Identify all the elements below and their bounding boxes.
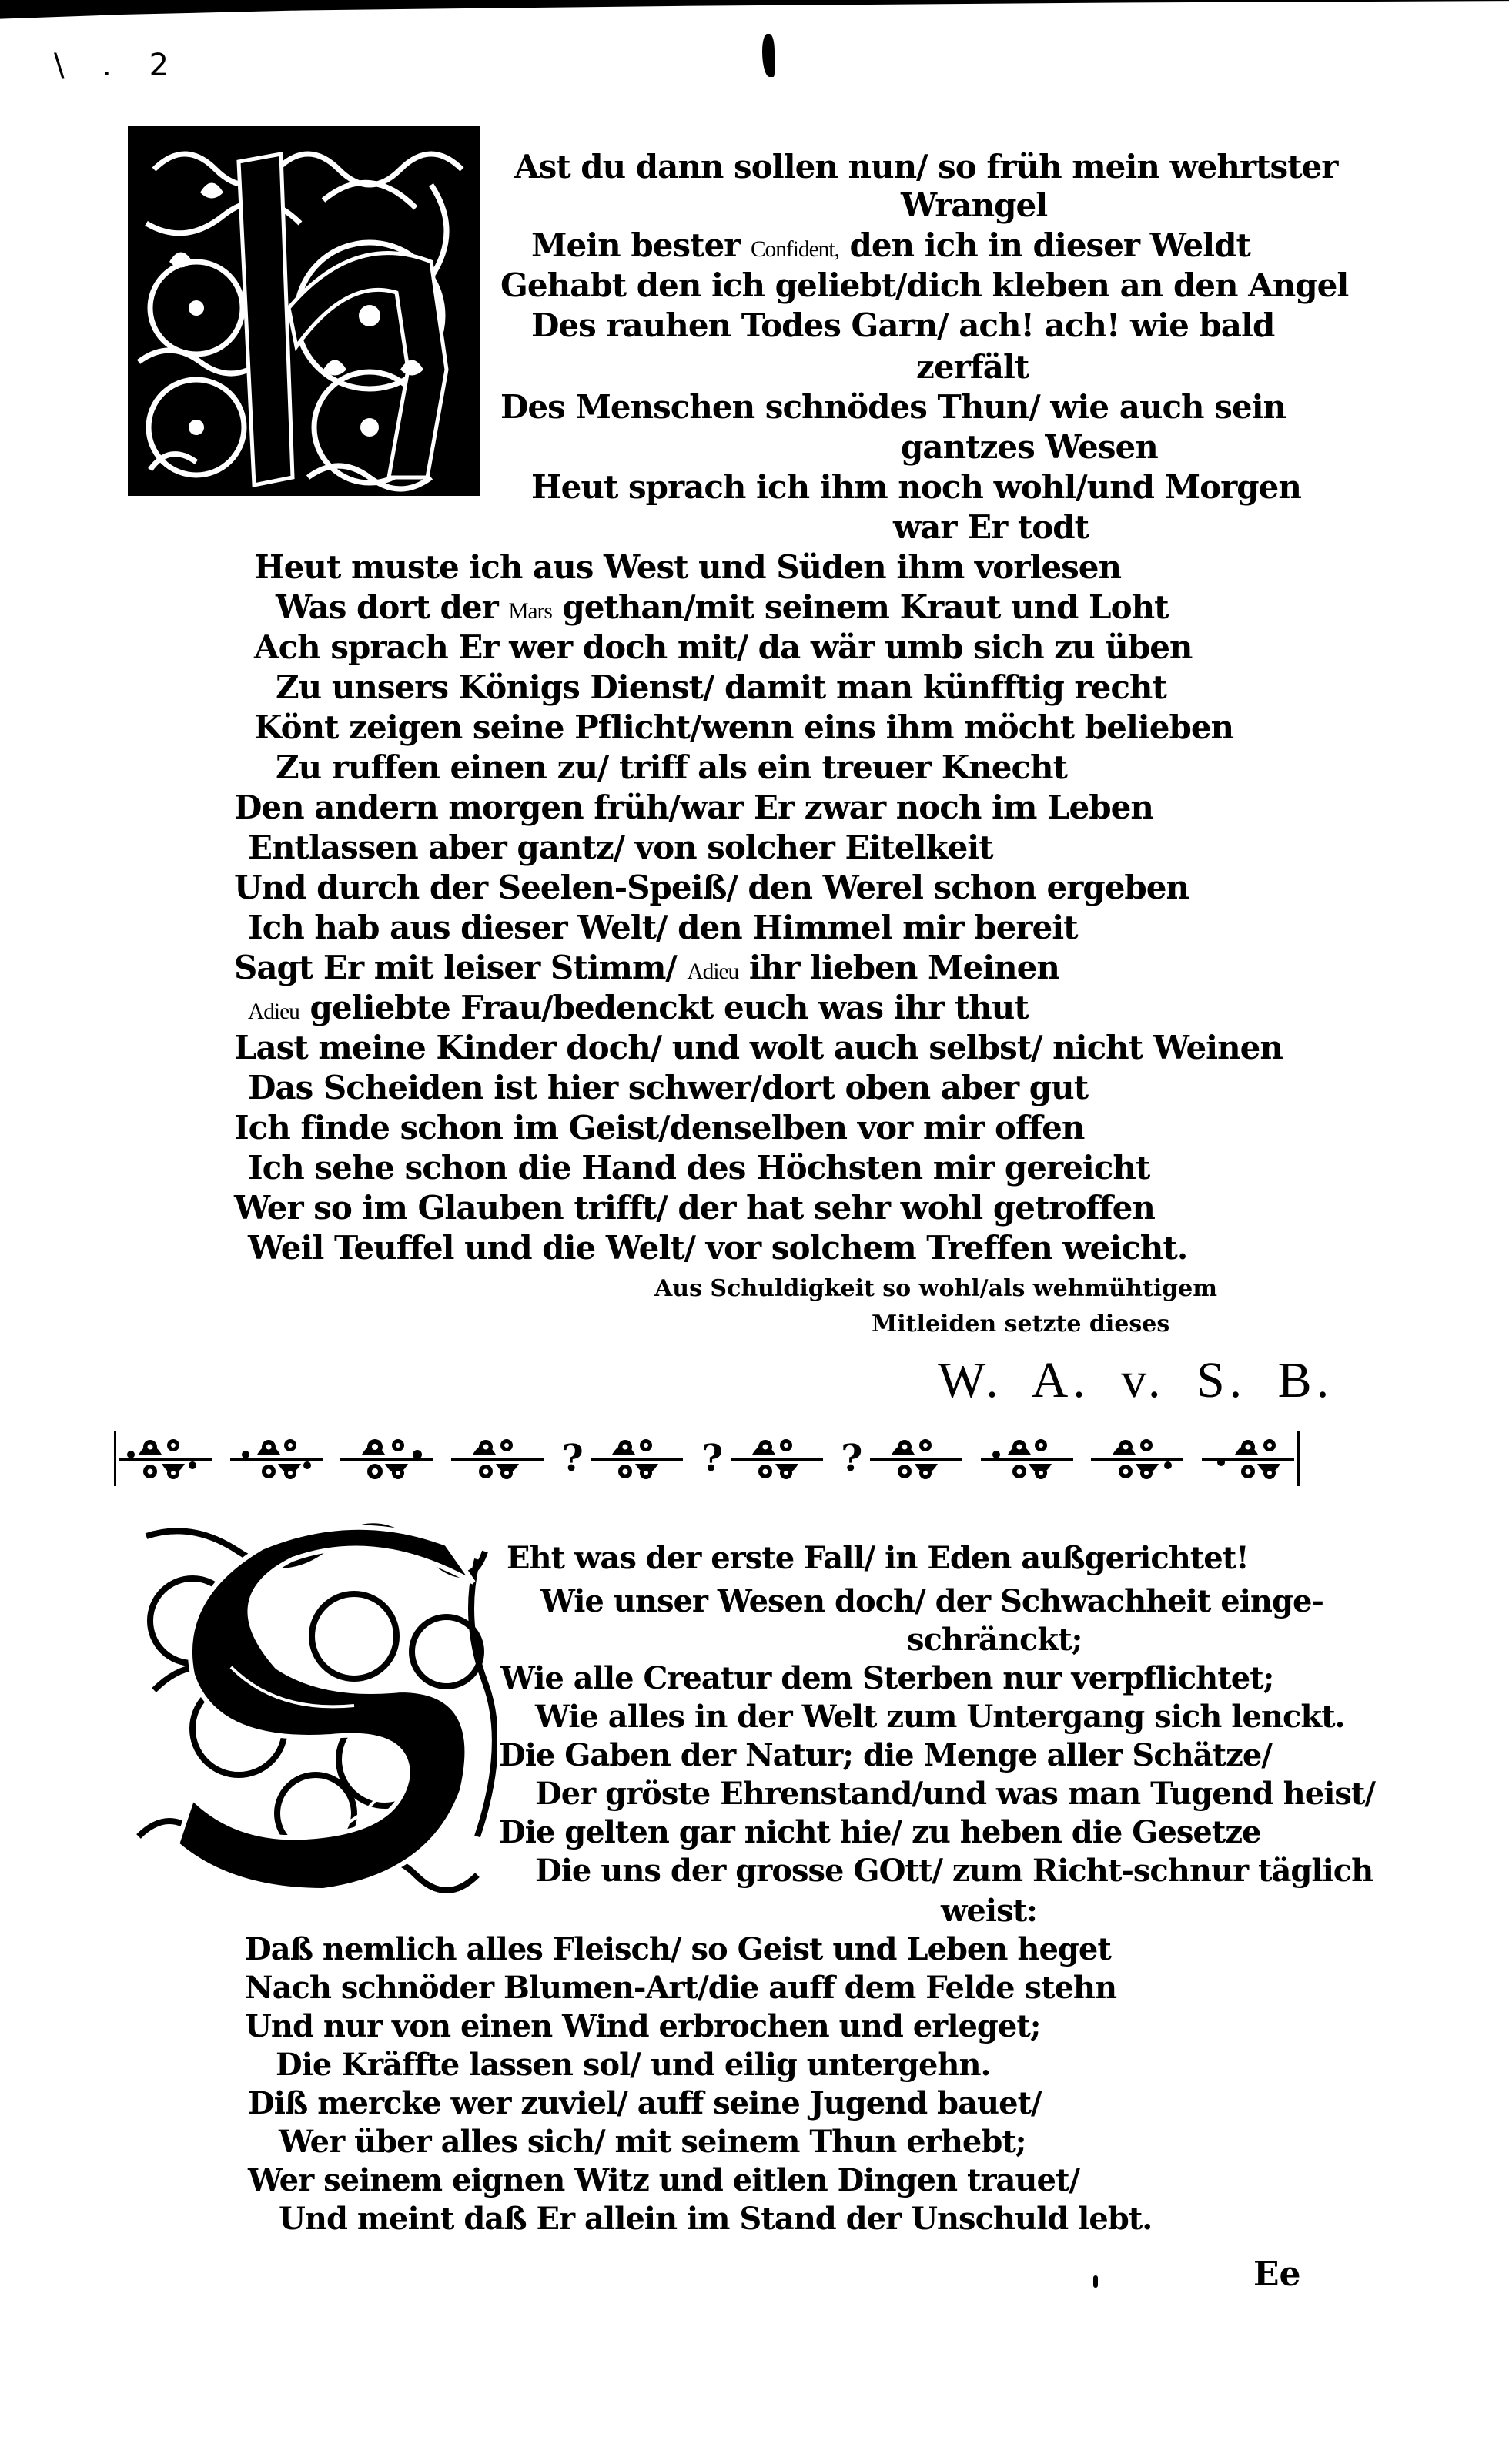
poem-line: schränckt; [907, 1622, 1082, 1658]
fleuron-icon [591, 1431, 683, 1485]
poem-line: Last meine Kinder doch/ und wolt auch selbst/ nicht Weinen [234, 1029, 1283, 1066]
poem-line: war Er todt [893, 508, 1089, 546]
poem-line: Und durch der Seelen-Speiß/ den Werel schon ergeben [234, 869, 1189, 906]
fleuron-icon [340, 1431, 433, 1485]
poem-line: zerfält [916, 348, 1029, 386]
poem-line: Ich sehe schon die Hand des Höchsten mir gereicht [248, 1149, 1150, 1187]
ornamental-divider [114, 1431, 1300, 1486]
poem-line: Adieu geliebte Frau/bedenckt euch was ihr thut [248, 989, 1029, 1026]
poem-line: Und meint daß Er allein im Stand der Unschuld lebt. [279, 2201, 1153, 2237]
poem-line: Des rauhen Todes Garn/ ach! ach! wie bald [531, 306, 1275, 344]
fleuron-icon [1202, 1431, 1294, 1485]
dedication-line-2: Mitleiden setzte dieses [872, 1311, 1170, 1337]
poem-line: Eht was der erste Fall/ in Eden außgerichtet! [507, 1540, 1249, 1576]
decorated-initial-h-icon [123, 116, 485, 500]
poem-line: Ach sprach Er wer doch mit/ da wär umb sich zu üben [254, 628, 1193, 666]
poem-line: Wer seinem eignen Witz und eitlen Dingen trauet/ [248, 2162, 1080, 2198]
poem-line: Die gelten gar nicht hie/ zu heben die Gesetze [499, 1814, 1261, 1850]
poem-line: Sagt Er mit leiser Stimm/ Adieu ihr lieben Meinen [234, 949, 1059, 986]
poem-line: Nach schnöder Blumen-Art/die auff dem Felde stehn [245, 1970, 1117, 2006]
fleuron-icon [230, 1431, 323, 1485]
poem-line: Wrangel [901, 186, 1048, 224]
dedication-line-1: Aus Schuldigkeit so wohl/als wehmühtigem [654, 1275, 1217, 1302]
poem-line: Heut sprach ich ihm noch wohl/und Morgen [531, 468, 1301, 506]
question-mark-separator: ? [841, 1437, 863, 1480]
poem-line: Das Scheiden ist hier schwer/dort oben aber gut [248, 1069, 1089, 1106]
ink-blot [762, 34, 775, 77]
fleuron-icon [451, 1431, 544, 1485]
poem-line: Weil Teuffel und die Welt/ vor solchem Treffen weicht. [248, 1229, 1188, 1267]
scan-edge-shadow [0, 0, 1509, 43]
poem-line: weist: [941, 1893, 1037, 1929]
poem-line: gantzes Wesen [901, 428, 1158, 466]
catchword: Ee [1253, 2255, 1301, 2294]
poem-line: Ast du dann sollen nun/ so früh mein wehrtster [514, 148, 1338, 186]
poem-line: Was dort der Mars gethan/mit seinem Kraut und Loht [276, 588, 1169, 626]
poem-line: Zu ruffen einen zu/ triff als ein treuer Knecht [276, 748, 1067, 786]
poem-line: Ich hab aus dieser Welt/ den Himmel mir bereit [248, 909, 1078, 946]
poem-line: Wie unser Wesen doch/ der Schwachheit einge- [540, 1583, 1324, 1619]
fleuron-icon [1091, 1431, 1183, 1485]
poem-line: Der gröste Ehrenstand/und was man Tugend heist/ [535, 1776, 1375, 1812]
poem-line: Wer über alles sich/ mit seinem Thun erhebt; [279, 2124, 1026, 2160]
question-mark-separator: ? [561, 1437, 584, 1480]
poem-line: Und nur von einen Wind erbrochen und erleget; [245, 2008, 1041, 2044]
poem-line: Könt zeigen seine Pflicht/wenn eins ihm möcht belieben [254, 708, 1234, 746]
question-mark-separator: ? [701, 1437, 724, 1480]
fleuron-icon [119, 1431, 212, 1485]
poem-line: Des Menschen schnödes Thun/ wie auch sein [500, 388, 1286, 426]
poem-line: Zu unsers Königs Dienst/ damit man künfftig recht [276, 668, 1166, 706]
decorated-initial-s-icon [123, 1513, 497, 1898]
author-signature: W. A. v. S. B. [938, 1352, 1334, 1408]
poem-line: Die Kräffte lassen sol/ und eilig untergehn. [276, 2047, 991, 2083]
poem-line: Entlassen aber gantz/ von solcher Eitelkeit [248, 829, 993, 866]
poem-line: Wie alles in der Welt zum Untergang sich lenckt. [535, 1699, 1345, 1735]
poem-line: Mein bester Confident, den ich in dieser Weldt [531, 226, 1250, 264]
poem-line: Daß nemlich alles Fleisch/ so Geist und Leben heget [245, 1931, 1111, 1967]
poem-line: Diß mercke wer zuviel/ auff seine Jugend bauet/ [248, 2085, 1042, 2121]
poem-line: Den andern morgen früh/war Er zwar noch im Leben [234, 788, 1153, 826]
poem-line: Heut muste ich aus West und Süden ihm vorlesen [254, 548, 1122, 586]
poem-line: Wie alle Creatur dem Sterben nur verpflichtet; [500, 1660, 1274, 1696]
ink-speck [1093, 2275, 1098, 2288]
poem-line: Gehabt den ich geliebt/dich kleben an den Angel [500, 266, 1349, 304]
poem-line: Ich finde schon im Geist/denselben vor mir offen [234, 1109, 1085, 1147]
margin-marks: \ . 2 [54, 48, 183, 83]
poem-line: Die Gaben der Natur; die Menge aller Schätze/ [499, 1737, 1272, 1773]
poem-line: Wer so im Glauben trifft/ der hat sehr wohl getroffen [234, 1189, 1155, 1227]
fleuron-icon [870, 1431, 962, 1485]
fleuron-icon [981, 1431, 1073, 1485]
fleuron-icon [731, 1431, 823, 1485]
poem-line: Die uns der grosse GOtt/ zum Richt-schnur täglich [535, 1853, 1373, 1889]
